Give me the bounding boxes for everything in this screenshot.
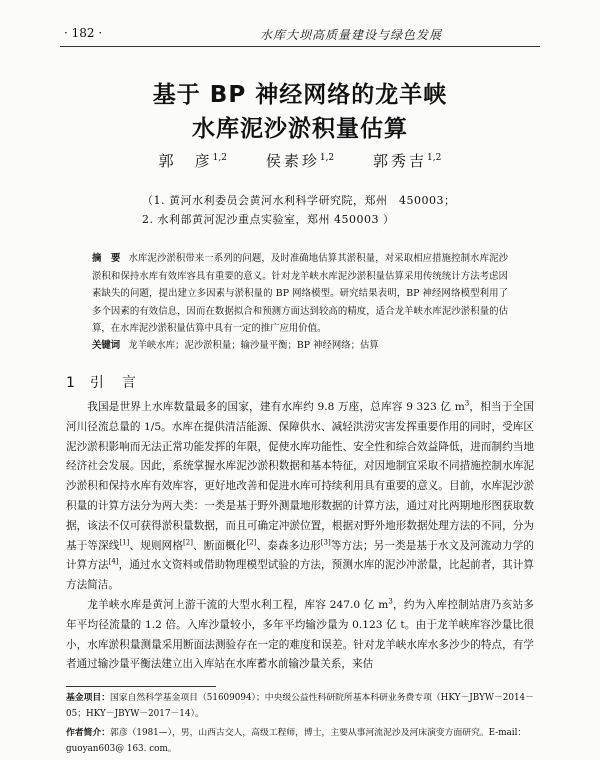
author-bio-label: 作者简介：	[66, 728, 110, 738]
paragraph-text: ，约为入库控制站唐乃亥站多年平均径流量的 1.2 倍。入库沙量较小，多年平均输沙量为 0.123 亿 t。由于龙羊峡库容沙量比很小，水库淤积量测量采用断面法测验存在一定的难度和误差。针对龙羊峡水库水多沙少的特点，有学者通过输沙量平衡法建立出入库站在水库蓄水前输沙量关系，来估	[66, 598, 534, 671]
keywords-label: 关键词	[92, 340, 121, 351]
abstract	[92, 250, 508, 338]
footnote-divider	[66, 686, 216, 687]
paper-title-line-2: 水库泥沙淤积量估算	[192, 116, 408, 142]
citation-ref: [2]	[246, 538, 257, 547]
citation-ref: [2]	[183, 538, 193, 547]
superscript: 3	[388, 597, 393, 606]
paragraph-text: 、规则网格	[129, 539, 184, 552]
page-header	[60, 24, 540, 47]
keywords	[92, 337, 508, 351]
paragraph-text: 、断面概化	[192, 539, 247, 552]
citation-ref: [4]	[108, 557, 119, 566]
funding-text: 国家自然科学基金项目（51609094）；中央级公益性科研院所基本科研业务费专项（HKY－JBYW－2014－05；HKY－JBYW－2017－14）。	[66, 693, 534, 719]
paragraph	[66, 596, 534, 675]
author-bio-text: 郭彦（1981—），男，山西古交人，高级工程师，博士，主要从事河流泥沙及河床演变方面研究。E-mail：guoyan603@ 163. com。	[66, 728, 527, 754]
superscript: 3	[464, 399, 470, 408]
keywords-text: 龙羊峡水库；泥沙淤积量；输沙量平衡；BP 神经网络；估算	[128, 340, 379, 351]
author-list	[0, 150, 600, 171]
author-name: 郭秀吉	[373, 152, 428, 170]
body-text	[66, 398, 534, 675]
citation-ref: [1]	[119, 538, 130, 547]
author-name: 郭 彦	[158, 152, 213, 170]
paragraph-text: ，相当于全国河川径流总量的 1/5。水库在提供清洁能源、保障供水、减轻洪涝灾害发挥重要作用的同时，受库区泥沙淤积影响而无法正常功能发挥的年限，促使水库功能性、安全性和综合效益降低，进而制约当地经济社会发展。因此，系统掌握水库泥沙淤积数据和基本特征，对因地制宜采取不同措施控制水库泥沙淤积和保持水库有效库容，更好地改善和促进水库可持续利用具有重要的意义。目前，水库泥沙淤积量的计算方法分为两大类：一类是基于野外测量地形数据的计算方法，通过对比两期地形图获取数据，该法不仅可获得淤积量数据，而且可确定冲淤位置，根据对野外地形数据处理方法的不同，分为基于等深线	[66, 401, 534, 552]
affiliation-1: （1. 黄河水利委员会黄河水利科学研究院，郑州 450003；	[142, 194, 456, 207]
paragraph-text: 等方法；另一类是基于水文及河流动力学的计算方法	[66, 539, 535, 572]
section-heading	[66, 372, 138, 392]
author-name: 侯素珍	[265, 152, 320, 170]
paragraph-text: 龙羊峡水库是黄河上游干流的大型水利工程，库容 247.0 亿 m	[87, 598, 389, 611]
paragraph-text: ，通过水文资料或借助物理模型试验的方法，预测水库的泥沙冲淤量，比起前者，其计算方法简洁。	[66, 559, 535, 592]
citation-ref: [3]	[320, 538, 331, 547]
page-number: · 182 ·	[64, 26, 103, 40]
author-affiliation-mark: 1,2	[319, 153, 335, 163]
abstract-label: 摘 要	[92, 253, 121, 264]
author-affiliation-mark: 1,2	[212, 153, 227, 163]
paper-title-line-1: 基于 BP 神经网络的龙羊峡	[152, 82, 448, 108]
section-number: 1	[66, 375, 77, 391]
author-affiliation-mark: 1,2	[427, 153, 442, 163]
paper-title	[0, 78, 600, 146]
section-title: 引 言	[89, 375, 138, 391]
paragraph-text: 、泰森多边形	[256, 539, 321, 552]
paragraph-text: 我国是世界上水库数量最多的国家，建有水库约 9.8 万座，总库容 9 323 亿 m	[87, 401, 465, 413]
funding-label: 基金项目：	[66, 693, 110, 703]
abstract-text: 水库泥沙淤积带来一系列的问题，及时准确地估算其淤积量，对采取相应措施控制水库泥沙淤积和保持水库有效库容具有重要的意义。针对龙羊峡水库泥沙淤积量估算采用传统统计方法考虑因素缺失的问题，提出建立多因素与淤积量的 BP 网络模型。研究结果表明，BP 神经网络模型利用了多个因素的有效信息，因而在数据拟合和预测方面达到较高的精度，适合龙羊峡水库泥沙淤积量的估算，在水库泥沙淤积量估算中具有一定的推广应用价值。	[92, 253, 508, 334]
footnote-author	[66, 725, 534, 757]
affiliation-2: 2. 水利部黄河泥沙重点实验室，郑州 450003 ）	[142, 213, 395, 226]
footnote-funding	[66, 690, 534, 722]
journal-title: 水库大坝高质量建设与绿色发展	[260, 28, 443, 42]
paragraph	[66, 398, 534, 596]
